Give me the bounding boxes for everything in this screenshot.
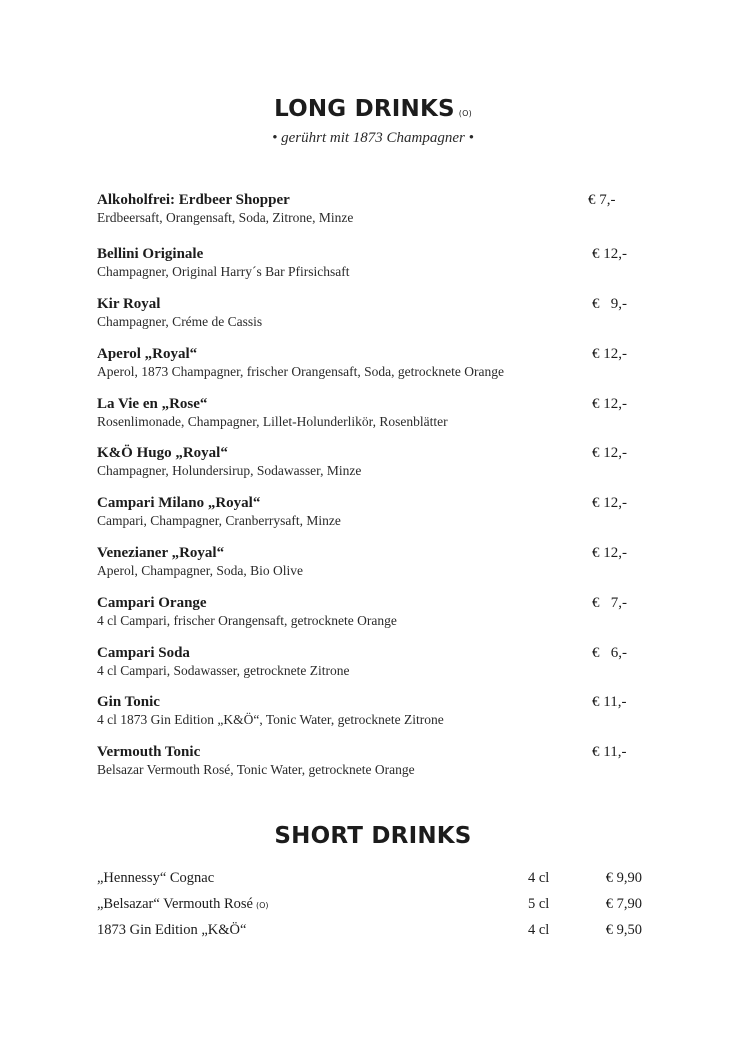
- item-name: Campari Milano „Royal“: [97, 495, 261, 511]
- short-drink-name: „Belsazar“ Vermouth Rosé: [97, 896, 253, 912]
- short-drink-name-wrap: [97, 894, 269, 916]
- short-drink-row: [97, 894, 642, 914]
- menu-item: [97, 345, 642, 380]
- item-price: € 12,-: [592, 396, 627, 412]
- item-price: € 11,-: [592, 694, 627, 710]
- item-price: € 12,-: [592, 445, 627, 461]
- short-drinks-title: SHORT DRINKS: [274, 823, 472, 849]
- short-drink-name-wrap: [97, 920, 246, 940]
- item-description: Erdbeersaft, Orangensaft, Soda, Zitrone, Minze: [97, 210, 354, 225]
- item-price: € 9,-: [592, 296, 627, 312]
- item-description: Champagner, Original Harry´s Bar Pfirsichsaft: [97, 264, 350, 279]
- item-price: € 12,-: [592, 495, 627, 511]
- menu-item: [97, 644, 642, 679]
- item-name: Kir Royal: [97, 296, 161, 312]
- item-description: 4 cl Campari, Sodawasser, getrocknete Zitrone: [97, 663, 350, 678]
- item-price: € 7,-: [588, 192, 616, 208]
- short-drink-note: (O): [255, 901, 269, 910]
- menu-item: [97, 693, 642, 728]
- item-description: Aperol, 1873 Champagner, frischer Orangensaft, Soda, getrocknete Orange: [97, 364, 504, 379]
- menu-item: [97, 494, 642, 529]
- item-description: Belsazar Vermouth Rosé, Tonic Water, getrocknete Orange: [97, 762, 415, 777]
- menu-item: [97, 594, 642, 629]
- long-drinks-title-note: (O): [458, 109, 472, 118]
- item-name: La Vie en „Rose“: [97, 396, 208, 412]
- item-name: Gin Tonic: [97, 694, 160, 710]
- menu-item: [97, 295, 642, 330]
- item-description: Champagner, Créme de Cassis: [97, 314, 263, 329]
- short-drink-row: [97, 920, 642, 940]
- short-drink-name-wrap: [97, 868, 214, 888]
- item-price: € 12,-: [592, 346, 627, 362]
- menu-item: [97, 743, 642, 778]
- item-description: Aperol, Champagner, Soda, Bio Olive: [97, 563, 304, 578]
- item-name: Vermouth Tonic: [97, 744, 201, 760]
- short-drink-volume: 4 cl: [528, 922, 550, 938]
- item-description: Champagner, Holundersirup, Sodawasser, Minze: [97, 463, 362, 478]
- long-drinks-heading: [0, 96, 746, 122]
- short-drinks-heading: [0, 823, 746, 849]
- menu-item: [97, 544, 642, 579]
- item-name: Aperol „Royal“: [97, 346, 198, 362]
- item-description: 4 cl Campari, frischer Orangensaft, getrocknete Orange: [97, 613, 397, 628]
- item-name: Campari Orange: [97, 595, 207, 611]
- menu-item: [97, 395, 642, 430]
- item-name: Venezianer „Royal“: [97, 545, 225, 561]
- item-name: Campari Soda: [97, 645, 190, 661]
- menu-item: [97, 245, 642, 280]
- item-description: Rosenlimonade, Champagner, Lillet-Holunderlikör, Rosenblätter: [97, 414, 448, 429]
- long-drinks-title: LONG DRINKS: [274, 96, 455, 122]
- short-drink-volume: 5 cl: [528, 896, 550, 912]
- short-drink-price: € 9,90: [605, 870, 642, 886]
- short-drink-price: € 9,50: [605, 922, 642, 938]
- item-name: Alkoholfrei: Erdbeer Shopper: [97, 192, 290, 208]
- item-price: € 12,-: [592, 246, 627, 262]
- item-price: € 6,-: [592, 645, 627, 661]
- item-price: € 12,-: [592, 545, 627, 561]
- menu-item: [97, 444, 642, 479]
- short-drink-row: [97, 868, 642, 888]
- short-drink-volume: 4 cl: [528, 870, 550, 886]
- long-drinks-subtitle: • gerührt mit 1873 Champagner •: [272, 130, 474, 146]
- item-price: € 11,-: [592, 744, 627, 760]
- short-drink-price: € 7,90: [605, 896, 642, 912]
- item-price: € 7,-: [592, 595, 627, 611]
- item-description: Campari, Champagner, Cranberrysaft, Minze: [97, 513, 341, 528]
- item-description: 4 cl 1873 Gin Edition „K&Ö“, Tonic Water, getrocknete Zitrone: [97, 712, 444, 727]
- short-drink-name: „Hennessy“ Cognac: [97, 870, 215, 886]
- short-drink-name: 1873 Gin Edition „K&Ö“: [97, 922, 247, 938]
- item-name: K&Ö Hugo „Royal“: [97, 445, 228, 461]
- item-name: Bellini Originale: [97, 246, 204, 262]
- menu-item: [97, 191, 642, 226]
